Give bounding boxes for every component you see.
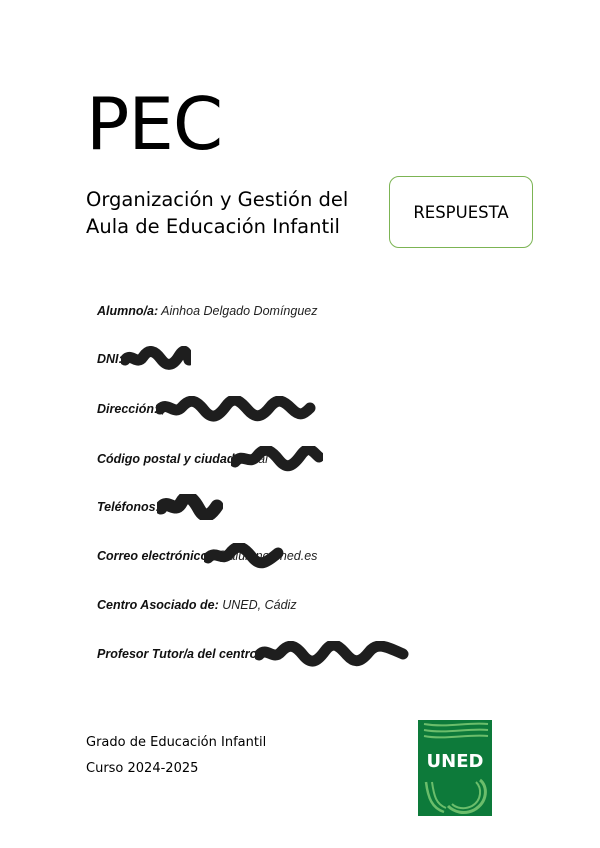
field-postal-city-value: Real bbox=[238, 452, 268, 466]
field-phones-value: 0 bbox=[159, 500, 171, 514]
redaction-scribble bbox=[157, 494, 223, 520]
logo-text: UNED bbox=[426, 751, 484, 772]
field-tutor bbox=[97, 647, 272, 661]
field-phones bbox=[97, 500, 170, 514]
field-center bbox=[97, 598, 297, 612]
field-student-value: Ainhoa Delgado Domínguez bbox=[158, 304, 318, 318]
field-email-value: @alumno.uned.es bbox=[212, 549, 318, 563]
redaction-scribble bbox=[255, 641, 410, 667]
field-student-label: Alumno/a: bbox=[97, 304, 159, 318]
field-email-label: Correo electrónico: bbox=[97, 549, 213, 563]
field-phones-label: Teléfonos: bbox=[97, 500, 160, 514]
field-student bbox=[97, 304, 317, 318]
field-tutor-label: Profesor Tutor/a del centro: bbox=[97, 647, 262, 661]
field-address-label: Dirección: bbox=[97, 402, 159, 416]
course-year: Curso 2024-2025 bbox=[86, 761, 199, 776]
field-dni bbox=[97, 352, 123, 366]
field-postal-city bbox=[97, 452, 268, 466]
subject-title-line-2: Aula de Educación Infantil bbox=[86, 215, 340, 238]
subject-title-line-1: Organización y Gestión del bbox=[86, 188, 349, 211]
field-center-value: UNED, Cádiz bbox=[218, 598, 297, 612]
answer-box bbox=[389, 176, 533, 248]
field-email bbox=[97, 549, 317, 563]
footer bbox=[86, 730, 266, 782]
redaction-scribble bbox=[121, 346, 191, 372]
field-address-value: , 34 bbox=[158, 402, 183, 416]
field-dni-label: DNI: bbox=[97, 352, 123, 366]
degree-name: Grado de Educación Infantil bbox=[86, 735, 267, 750]
subject-title bbox=[86, 186, 348, 240]
field-postal-city-label: Código postal y ciudad: bbox=[97, 452, 239, 466]
uned-logo bbox=[418, 720, 492, 816]
redaction-scribble bbox=[156, 396, 316, 422]
answer-label: RESPUESTA bbox=[413, 202, 509, 222]
field-center-label: Centro Asociado de: bbox=[97, 598, 219, 612]
field-address bbox=[97, 402, 182, 416]
field-tutor-value: o bbox=[261, 647, 272, 661]
pec-title: PEC bbox=[86, 82, 223, 166]
redaction-scribble bbox=[231, 446, 323, 472]
redaction-scribble bbox=[204, 543, 284, 569]
